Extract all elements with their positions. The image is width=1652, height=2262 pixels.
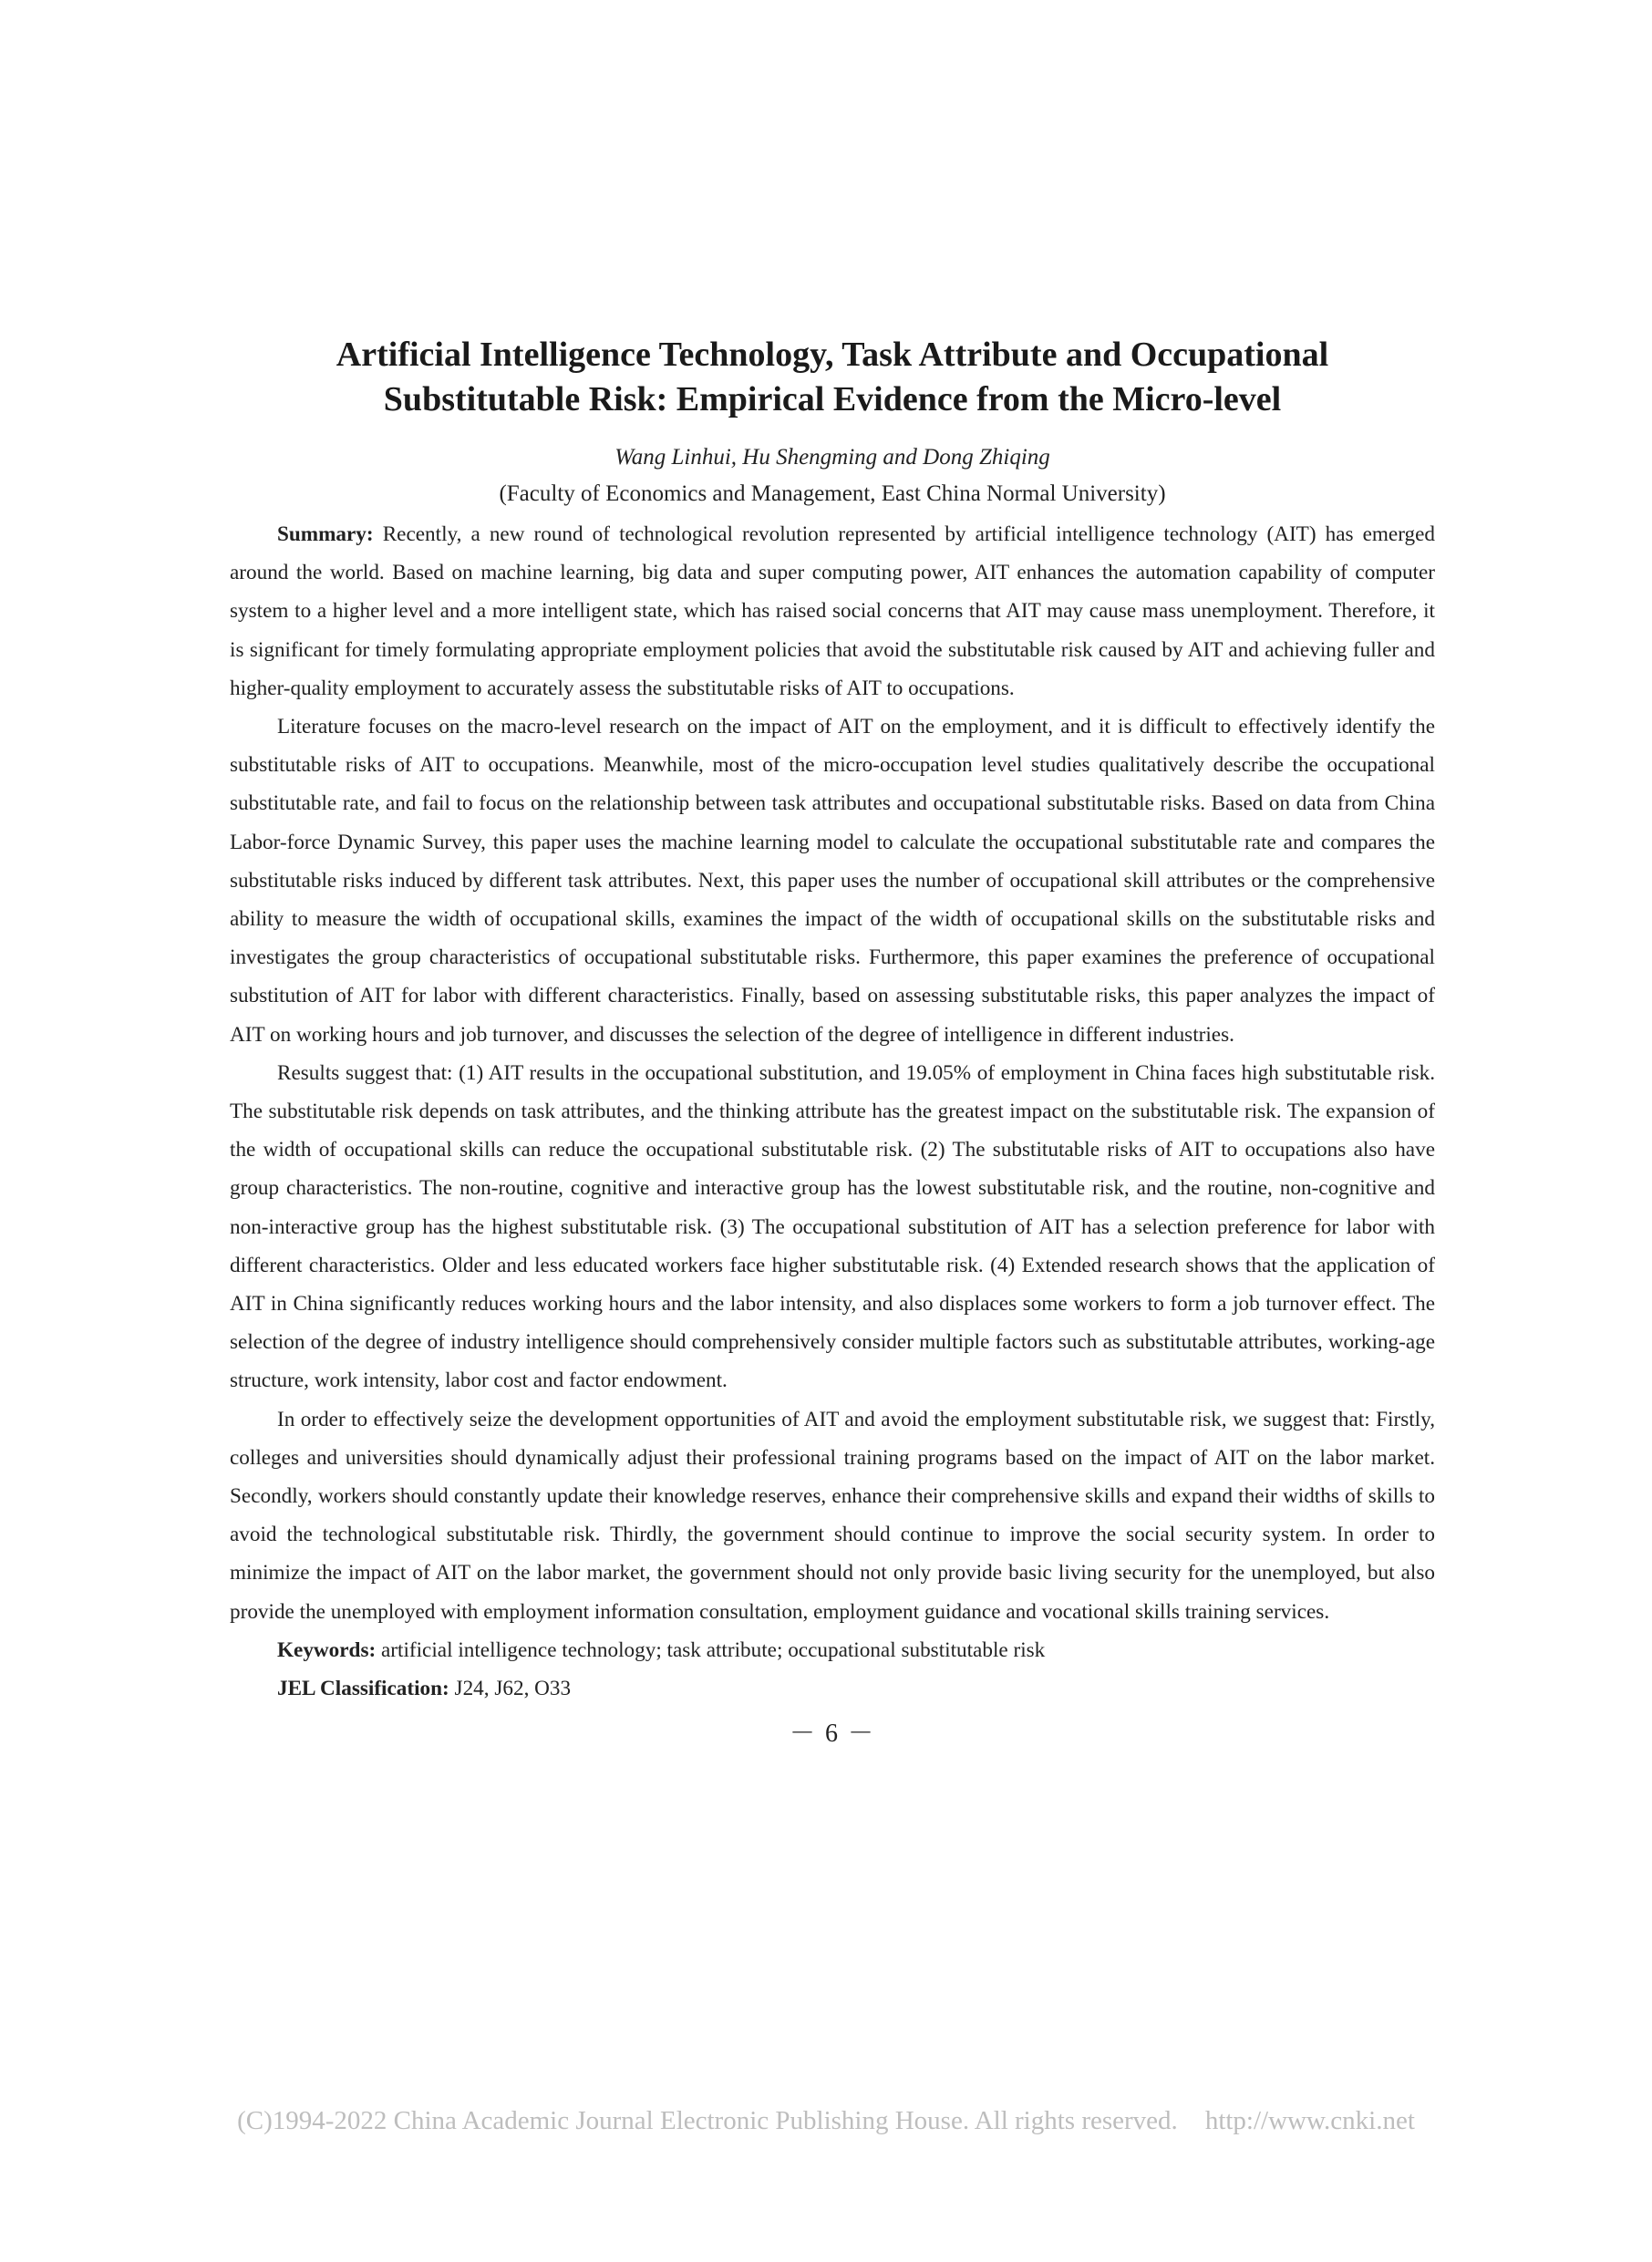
jel-line	[230, 1669, 1435, 1708]
footer-url: http://www.cnki.net	[1204, 2106, 1415, 2135]
keywords-label: Keywords:	[277, 1637, 377, 1662]
title-line-1: Artificial Intelligence Technology, Task Attribute and Occupational	[336, 336, 1329, 374]
summary-paragraph	[230, 515, 1435, 708]
paper-page	[230, 333, 1435, 1753]
page-number: － 6 －	[789, 1720, 875, 1749]
body-paragraph-1: Literature focuses on the macro-level research on the impact of AIT on the employment, and it is difficult to effectively identify the substitutable risks of AIT to occupations. Meanwhile, most of the micro-occupation level studies qualitatively describe the occupational substitutable rate, and fail to focus on the relationship between task attributes and occupational substitutable risks. Based on data from China Labor-force Dynamic Survey, this paper uses the machine learning model to calculate the occupational substitutable rate and compares the substitutable risks induced by different task attributes. Next, this paper uses the number of occupational skill attributes or the comprehensive ability to measure the width of occupational skills, examines the impact of the width of occupational skills on the substitutable risks and investigates the group characteristics of occupational substitutable risks. Furthermore, this paper examines the preference of occupational substitution of AIT for labor with different characteristics. Finally, based on assessing substitutable risks, this paper analyzes the impact of AIT on working hours and job turnover, and discusses the selection of the degree of intelligence in different industries.	[230, 715, 1435, 1047]
authors: Wang Linhui, Hu Shengming and Dong Zhiqing	[614, 445, 1050, 470]
body-paragraph-3: In order to effectively seize the development opportunities of AIT and avoid the employment substitutable risk, we suggest that: Firstly, colleges and universities should dynamically adjust their professional training programs based on the impact of AIT on the labor market. Secondly, workers should constantly update their knowledge reserves, enhance their comprehensive skills and expand their widths of skills to avoid the technological substitutable risk. Thirdly, the government should continue to improve the social security system. In order to minimize the impact of AIT on the labor market, the government should not only provide basic living security for the unemployed, but also provide the unemployed with employment information consultation, employment guidance and vocational skills training services.	[230, 1407, 1435, 1624]
body-paragraph-2: Results suggest that: (1) AIT results in the occupational substitution, and 19.05% of employment in China faces high substitutable risk. The substitutable risk depends on task attributes, and the thinking attribute has the greatest impact on the substitutable risk. The expansion of the width of occupational skills can reduce the occupational substitutable risk. (2) The substitutable risks of AIT to occupations also have group characteristics. The non-routine, cognitive and interactive group has the lowest substitutable risk, and the routine, non-cognitive and non-interactive group has the highest substitutable risk. (3) The occupational substitution of AIT has a selection preference for labor with different characteristics. Older and less educated workers face higher substitutable risk. (4) Extended research shows that the application of AIT in China significantly reduces working hours and the labor intensity, and also displaces some workers to form a job turnover effect. The selection of the degree of industry intelligence should comprehensively consider multiple factors such as substitutable attributes, working-age structure, work intensity, labor cost and factor endowment.	[230, 1060, 1435, 1393]
jel-label: JEL Classification:	[277, 1677, 449, 1701]
affiliation: (Faculty of Economics and Management, East China Normal University)	[499, 481, 1166, 506]
keywords-line	[230, 1631, 1435, 1669]
summary-text: Recently, a new round of technological revolution represented by artificial intelligence technology (AIT) has emerged around the world. Based on machine learning, big data and super computing power, AIT enhances the automation capability of computer system to a higher level and a more intelligent state, which has raised social concerns that AIT may cause mass unemployment. Therefore, it is significant for timely formulating appropriate employment policies that avoid the substitutable risk caused by AIT and achieving fuller and higher-quality employment to accurately assess the substitutable risks of AIT to occupations.	[230, 522, 1436, 700]
keywords-text: artificial intelligence technology; task attribute; occupational substitutable risk	[381, 1637, 1046, 1662]
title-line-2: Substitutable Risk: Empirical Evidence from the Micro-level	[383, 380, 1282, 418]
summary-label: Summary:	[277, 522, 374, 546]
paper-title	[230, 333, 1435, 422]
footer-watermark	[0, 2102, 1652, 2139]
footer-copyright: (C)1994-2022 China Academic Journal Electronic Publishing House. All rights reserved.	[237, 2106, 1178, 2135]
jel-text: J24, J62, O33	[454, 1677, 572, 1701]
